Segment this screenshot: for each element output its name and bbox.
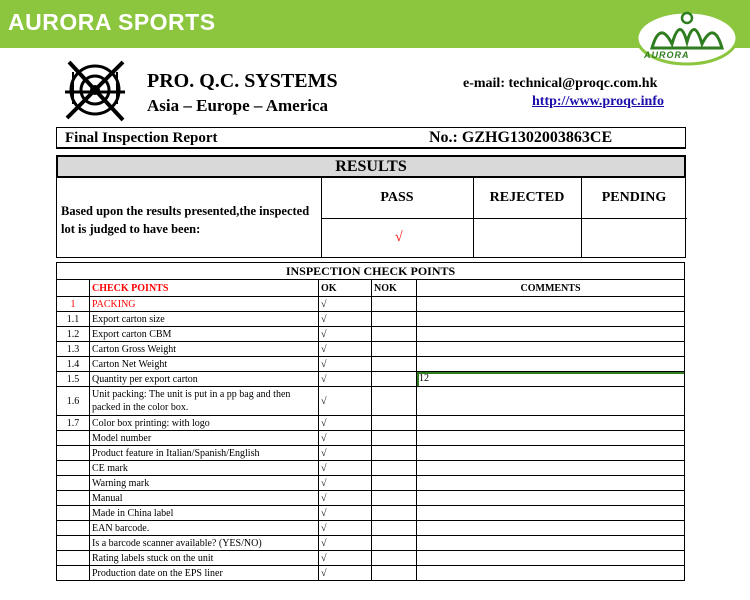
table-row (57, 476, 685, 491)
comment-cell (417, 491, 685, 506)
comment-cell (417, 521, 685, 536)
ok-cell: √ (319, 476, 372, 491)
row-number (57, 461, 90, 476)
comment-cell (417, 551, 685, 566)
logo-wordmark: AURORA (644, 50, 690, 60)
inspection-checkpoints-table (56, 262, 685, 581)
check-point-label: Quantity per export carton (90, 372, 319, 387)
table-row (57, 551, 685, 566)
nok-cell (372, 342, 417, 357)
row-number: 1.3 (57, 342, 90, 357)
check-point-label: Product feature in Italian/Spanish/English (90, 446, 319, 461)
check-point-label: Unit packing: The unit is put in a pp bag and then packed in the color box. (90, 387, 319, 416)
comment-cell (417, 357, 685, 372)
nok-cell (372, 461, 417, 476)
nok-cell (372, 476, 417, 491)
check-point-label: Model number (90, 431, 319, 446)
nok-cell (372, 536, 417, 551)
ok-column-header: OK (319, 280, 372, 297)
pending-label: PENDING (601, 190, 667, 205)
company-name: PRO. Q.C. SYSTEMS (147, 70, 338, 92)
nok-column-header: NOK (372, 280, 417, 297)
row-number (57, 491, 90, 506)
report-title: Final Inspection Report (65, 130, 218, 146)
check-point-label: Manual (90, 491, 319, 506)
number-column-header (57, 280, 90, 297)
contact-email: e-mail: technical@proqc.com.hk (463, 76, 658, 91)
comment-cell (417, 387, 685, 416)
nok-cell (372, 521, 417, 536)
table-row (57, 312, 685, 327)
ok-cell: √ (319, 506, 372, 521)
results-heading: RESULTS (56, 155, 686, 178)
qc-systems-logo-icon (63, 58, 128, 123)
check-point-label: Is a barcode scanner available? (YES/NO) (90, 536, 319, 551)
comment-cell (417, 312, 685, 327)
table-row (57, 431, 685, 446)
report-number: No.: GZHG1302003863CE (429, 129, 613, 146)
nok-cell (372, 446, 417, 461)
table-row (57, 521, 685, 536)
table-row (57, 506, 685, 521)
nok-cell (372, 387, 417, 416)
table-row (57, 357, 685, 372)
check-point-label: Rating labels stuck on the unit (90, 551, 319, 566)
comment-cell (417, 461, 685, 476)
table-row (57, 327, 685, 342)
ok-cell: √ (319, 491, 372, 506)
comment-cell (417, 536, 685, 551)
table-row (57, 372, 685, 387)
comment-cell (417, 566, 685, 581)
nok-cell (372, 566, 417, 581)
check-point-label: Made in China label (90, 506, 319, 521)
row-number (57, 506, 90, 521)
website-link[interactable]: http://www.proqc.info (532, 94, 664, 109)
ok-cell: √ (319, 387, 372, 416)
nok-cell (372, 327, 417, 342)
row-number: 1.1 (57, 312, 90, 327)
row-number (57, 551, 90, 566)
check-point-label: EAN barcode. (90, 521, 319, 536)
comment-cell (417, 297, 685, 312)
company-tagline: Asia – Europe – America (147, 96, 329, 115)
row-number (57, 536, 90, 551)
check-point-label: Export carton size (90, 312, 319, 327)
table-row (57, 446, 685, 461)
row-number: 1.5 (57, 372, 90, 387)
pass-label: PASS (380, 190, 414, 205)
table-row (57, 387, 685, 416)
table-row (57, 342, 685, 357)
pass-check-mark: √ (395, 230, 403, 245)
table-row (57, 536, 685, 551)
section-number: 1 (57, 297, 90, 312)
ok-cell: √ (319, 431, 372, 446)
section-label: PACKING (90, 297, 319, 312)
comment-cell (417, 416, 685, 431)
ok-cell: √ (319, 312, 372, 327)
ok-cell: √ (319, 342, 372, 357)
table-row (57, 416, 685, 431)
check-points-column-header: CHECK POINTS (90, 280, 319, 297)
check-point-label: CE mark (90, 461, 319, 476)
nok-cell (372, 416, 417, 431)
verdict-statement: Based upon the results presented,the inspected lot is judged to have been: (61, 204, 310, 236)
checkpoints-heading: INSPECTION CHECK POINTS (57, 263, 685, 280)
nok-cell (372, 491, 417, 506)
comment-cell (417, 446, 685, 461)
section-row (57, 297, 685, 312)
nok-cell (372, 431, 417, 446)
nok-cell (372, 357, 417, 372)
comment-cell: 12 (417, 372, 685, 387)
check-point-label: Production date on the EPS liner (90, 566, 319, 581)
ok-cell: √ (319, 372, 372, 387)
report-title-bar (56, 127, 686, 149)
comment-cell (417, 506, 685, 521)
table-row (57, 461, 685, 476)
ok-cell: √ (319, 536, 372, 551)
table-row (57, 491, 685, 506)
brand-title: AURORA SPORTS (8, 9, 216, 35)
row-number (57, 521, 90, 536)
comment-cell (417, 476, 685, 491)
nok-cell (372, 312, 417, 327)
ok-cell: √ (319, 521, 372, 536)
check-point-label: Export carton CBM (90, 327, 319, 342)
rejected-label: REJECTED (489, 190, 565, 205)
comments-column-header: COMMENTS (417, 280, 685, 297)
row-number: 1.4 (57, 357, 90, 372)
row-number: 1.2 (57, 327, 90, 342)
nok-cell (372, 297, 417, 312)
nok-cell (372, 372, 417, 387)
row-number (57, 476, 90, 491)
check-point-label: Color box printing: with logo (90, 416, 319, 431)
table-row (57, 566, 685, 581)
row-number: 1.6 (57, 387, 90, 416)
ok-cell: √ (319, 566, 372, 581)
nok-cell (372, 551, 417, 566)
comment-cell (417, 327, 685, 342)
ok-cell: √ (319, 551, 372, 566)
ok-cell: √ (319, 327, 372, 342)
comment-cell (417, 431, 685, 446)
divider (321, 218, 687, 219)
row-number: 1.7 (57, 416, 90, 431)
check-point-label: Carton Gross Weight (90, 342, 319, 357)
verdict-box (56, 178, 686, 258)
check-point-label: Carton Net Weight (90, 357, 319, 372)
check-point-label: Warning mark (90, 476, 319, 491)
comment-cell (417, 342, 685, 357)
ok-cell: √ (319, 461, 372, 476)
row-number (57, 566, 90, 581)
ok-cell: √ (319, 357, 372, 372)
row-number (57, 446, 90, 461)
ok-cell: √ (319, 446, 372, 461)
ok-cell: √ (319, 297, 372, 312)
nok-cell (372, 506, 417, 521)
row-number (57, 431, 90, 446)
ok-cell: √ (319, 416, 372, 431)
